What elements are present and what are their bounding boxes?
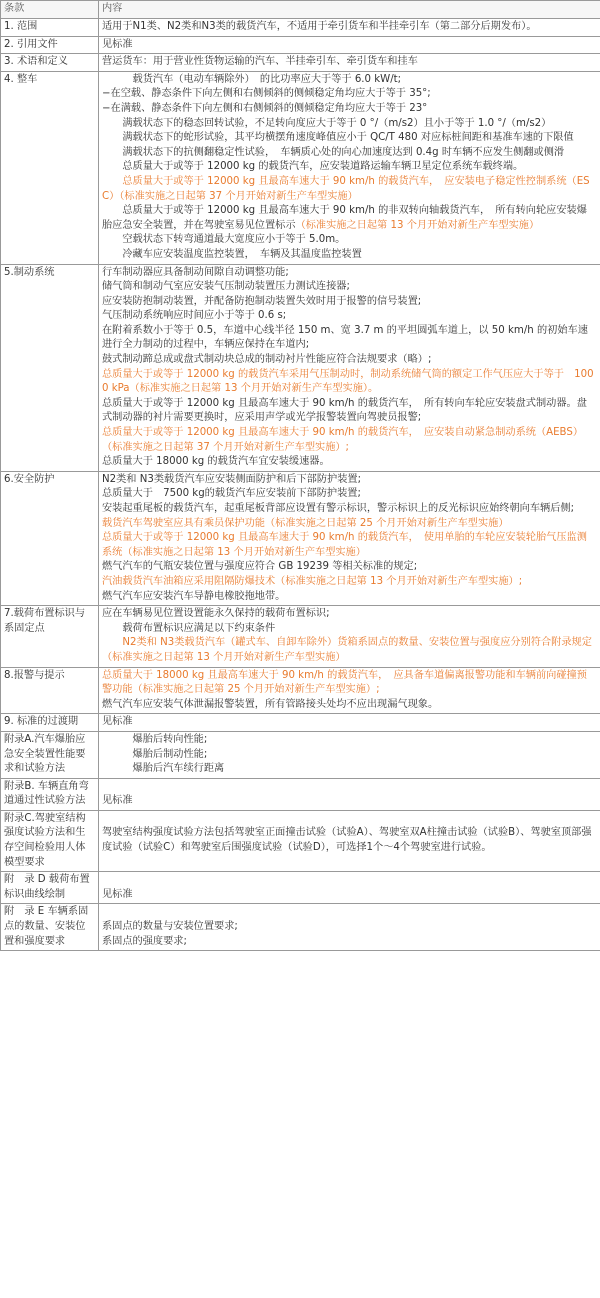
table-row xyxy=(1,71,600,264)
content-line: −在满载、静态条件下向左侧和右侧倾斜的侧倾稳定角均应大于等于 23° xyxy=(102,102,428,114)
content-line: 气压制动系统响应时间应小于等于 0.6 s; xyxy=(102,310,287,322)
content-line: 适用于N1类、N2类和N3类的载货汽车，不适用于牵引货车和半挂牵引车（第二部分后期发布）。 xyxy=(102,21,537,32)
content-line: 总质量大于或等于 12000 kg 的载货汽车，应安装道路运输车辆卫星定位系统车载终端。 xyxy=(102,161,524,173)
table-row xyxy=(1,714,600,732)
table-row xyxy=(1,606,600,667)
table-header-row xyxy=(1,1,600,19)
content-line-highlighted: 总质量大于 18000 kg 且最高车速大于 90 km/h 的载货汽车， 应具备车道偏离报警功能和车辆前向碰撞预警功能（标准实施之日起第 25 个月开始对新生产车型实施）; xyxy=(102,669,587,696)
table-row xyxy=(1,264,600,471)
content-line: 储气筒和制动气室应安装气压制动装置压力测试连接器; xyxy=(102,281,350,293)
clause-cell: 9. 标准的过渡期 xyxy=(1,714,99,732)
table-row xyxy=(1,810,600,871)
content-line: 满载状态下的稳态回转试验，不足转向度应大于等于 0 °/（m/s2）且小于等于 1.0 °/（m/s2） xyxy=(102,117,552,129)
content-cell xyxy=(99,36,600,54)
content-line: 冷藏车应安装温度监控装置， 车辆及其温度监控装置 xyxy=(102,248,362,260)
content-line xyxy=(102,812,597,827)
content-cell xyxy=(99,778,600,810)
content-line: 满载状态下的抗侧翻稳定性试验， 车辆质心处的向心加速度达到 0.4g 时车辆不应发生侧翻或侧滑 xyxy=(102,146,565,158)
clause-cell: 4. 整车 xyxy=(1,71,99,264)
clause-cell: 2. 引用文件 xyxy=(1,36,99,54)
content-line: 燃气汽车的气瓶安装位置与强度应符合 GB 19239 等相关标准的规定; xyxy=(102,561,418,573)
content-line: 爆胎后汽车续行距离 xyxy=(102,763,225,775)
clause-cell: 1. 范围 xyxy=(1,19,99,37)
clause-cell: 5.制动系统 xyxy=(1,264,99,471)
content-segment: （标准实施之日起第 13 个月开始对新生产车型实施） xyxy=(295,219,540,231)
content-line: 见标准 xyxy=(102,795,133,807)
content-cell xyxy=(99,471,600,605)
content-line xyxy=(102,204,597,233)
content-line: 见标准 xyxy=(102,888,133,900)
content-line-highlighted: 总质量大于或等于 12000 kg 的载货汽车采用气压制动时，制动系统储气筒的额定工作气压应大于等于 1000 kPa（标准实施之日起第 13 个月开始对新生产车型实施）。 xyxy=(102,368,594,395)
content-line-highlighted: N2类和 N3类载货汽车（罐式车、自卸车除外）货箱系固点的数量、安装位置与强度应分别符合附录规定（标准实施之日起第 13 个月开始对新生产车型实施） xyxy=(102,637,592,663)
content-segment: 总质量大于或等于 12000 kg 且最高车速大于 90 km/h 的非双转向轴载货汽车， 所有转向轮应安装爆胎应急安全装置，并在驾驶室易见位置标示 xyxy=(102,205,587,231)
table-row xyxy=(1,731,600,778)
clause-cell: 6.安全防护 xyxy=(1,471,99,605)
clause-cell: 附录C.驾驶室结构强度试验方法和生存空间检验用人体模型要求 xyxy=(1,810,99,871)
content-cell xyxy=(99,731,600,778)
content-line: 满载状态下的蛇形试验，其平均横摆角速度峰值应小于 QC/T 480 对应标桩间距和基准车速的下限值 xyxy=(102,132,574,144)
content-line-highlighted: 载货汽车驾驶室应具有乘员保护功能（标准实施之日起第 25 个月开始对新生产车型实施） xyxy=(102,517,509,529)
table-row xyxy=(1,872,600,904)
content-cell xyxy=(99,667,600,714)
content-cell xyxy=(99,810,600,871)
content-line: 空载状态下转弯通道最大宽度应小于等于 5.0m。 xyxy=(102,234,346,246)
content-line-highlighted: 总质量大于或等于 12000 kg 且最高车速大于 90 km/h 的载货汽车， 应安装自动紧急制动系统（AEBS）（标准实施之日起第 37 个月开始对新生产车型实施）; xyxy=(102,427,584,453)
table-body xyxy=(1,19,600,951)
content-cell xyxy=(99,606,600,667)
content-line: N2类和 N3类载货汽车应安装侧面防护和后下部防护装置; xyxy=(102,473,361,485)
content-line: 安装起重尾板的载货汽车，起重尾板背部应设置有警示标识，警示标识上的反光标识应始终朝向车辆后侧; xyxy=(102,503,575,514)
clause-cell: 附录A.汽车爆胎应急安全装置性能要求和试验方法 xyxy=(1,731,99,778)
table-row xyxy=(1,904,600,951)
clause-cell: 3. 术语和定义 xyxy=(1,54,99,72)
content-line: 系固点的强度要求; xyxy=(102,935,187,947)
content-cell xyxy=(99,19,600,37)
content-line: −在空载、静态条件下向左侧和右侧倾斜的侧倾稳定角均应大于等于 35°; xyxy=(102,88,431,100)
table-row xyxy=(1,36,600,54)
content-line: 爆胎后制动性能; xyxy=(102,748,208,760)
table-row xyxy=(1,54,600,72)
content-line-highlighted: 总质量大于或等于 12000 kg 且最高车速大于 90 km/h 的载货汽车， 使用单胎的车轮应安装轮胎气压监测系统（标准实施之日起第 13 个月开始对新生产车型实施） xyxy=(102,532,587,558)
content-line-highlighted: 汽油载货汽车油箱应采用阻隔防爆技术（标准实施之日起第 13 个月开始对新生产车型实施）; xyxy=(102,575,523,587)
header-content: 内容 xyxy=(99,1,600,19)
content-line: 载荷布置标识应满足以下约束条件 xyxy=(102,622,276,634)
content-line: 总质量大于 18000 kg 的载货汽车宜安装缓速器。 xyxy=(102,456,330,468)
clause-cell: 7.载荷布置标识与系固定点 xyxy=(1,606,99,667)
table-row xyxy=(1,471,600,605)
content-line: 见标准 xyxy=(102,38,133,50)
content-line: 鼓式制动蹄总成或盘式制动块总成的制动衬片性能应符合法规要求（略）; xyxy=(102,354,432,366)
content-line: 驾驶室结构强度试验方法包括驾驶室正面撞击试验（试验A）、驾驶室双A柱撞击试验（试验B）、驾驶室顶部强度试验（试验C）和驾驶室后围强度试验（试验D），可选择1个～4个驾驶室进行试验。 xyxy=(102,827,592,854)
clause-cell: 附 录 E 车辆系固点的数量、安装位置和强度要求 xyxy=(1,904,99,951)
content-line: 应安装防抱制动装置，并配备防抱制动装置失效时用于报警的信号装置; xyxy=(102,295,422,307)
table-row xyxy=(1,667,600,714)
content-line xyxy=(102,905,597,920)
clause-cell: 附录B. 车辆直角弯道通过性试验方法 xyxy=(1,778,99,810)
content-line: 爆胎后转向性能; xyxy=(102,733,208,745)
content-cell xyxy=(99,54,600,72)
table-row xyxy=(1,778,600,810)
content-line: 总质量大于或等于 12000 kg 且最高车速大于 90 km/h 的载货汽车， 所有转向车轮应安装盘式制动器。盘式制动器的衬片需要更换时，应采用声学或光学报警装置向驾驶员报警; xyxy=(102,397,587,424)
table-row xyxy=(1,19,600,37)
content-cell xyxy=(99,714,600,732)
content-line: 应在车辆易见位置设置能永久保持的载荷布置标识; xyxy=(102,608,330,620)
content-line: 载货汽车（电动车辆除外） 的比功率应大于等于 6.0 kW/t; xyxy=(102,73,402,85)
content-line: 系固点的数量与安装位置要求; xyxy=(102,921,238,933)
content-line: 在附着系数小于等于 0.5，车道中心线半径 150 m、宽 3.7 m 的平坦圆弧车道上，以 50 km/h 的初始车速进行全力制动的过程中，车辆应保持在车道内; xyxy=(102,324,588,351)
clause-cell: 附 录 D 载荷布置标识曲线绘制 xyxy=(1,872,99,904)
content-line: 营运货车：用于营业性货物运输的汽车、半挂牵引车、牵引货车和挂车 xyxy=(102,56,418,68)
header-clause: 条款 xyxy=(1,1,99,19)
content-line-highlighted: 总质量大于或等于 12000 kg 且最高车速大于 90 km/h 的载货汽车， 应安装电子稳定性控制系统（ESC）（标准实施之日起第 37 个月开始对新生产车型实施） xyxy=(102,175,590,202)
content-line: 燃气汽车应安装气体泄漏报警装置，所有管路接头处均不应出现漏气现象。 xyxy=(102,698,439,710)
clause-cell: 8.报警与提示 xyxy=(1,667,99,714)
content-cell xyxy=(99,71,600,264)
content-line: 燃气汽车应安装汽车导静电橡胶拖地带。 xyxy=(102,590,286,602)
content-cell xyxy=(99,904,600,951)
content-cell xyxy=(99,264,600,471)
content-cell xyxy=(99,872,600,904)
content-line: 见标准 xyxy=(102,716,133,728)
content-line: 总质量大于 7500 kg的载货汽车应安装前下部防护装置; xyxy=(102,488,361,500)
content-line xyxy=(102,780,597,795)
content-line xyxy=(102,873,597,888)
content-line: 行车制动器应具备制动间隙自动调整功能; xyxy=(102,266,289,278)
